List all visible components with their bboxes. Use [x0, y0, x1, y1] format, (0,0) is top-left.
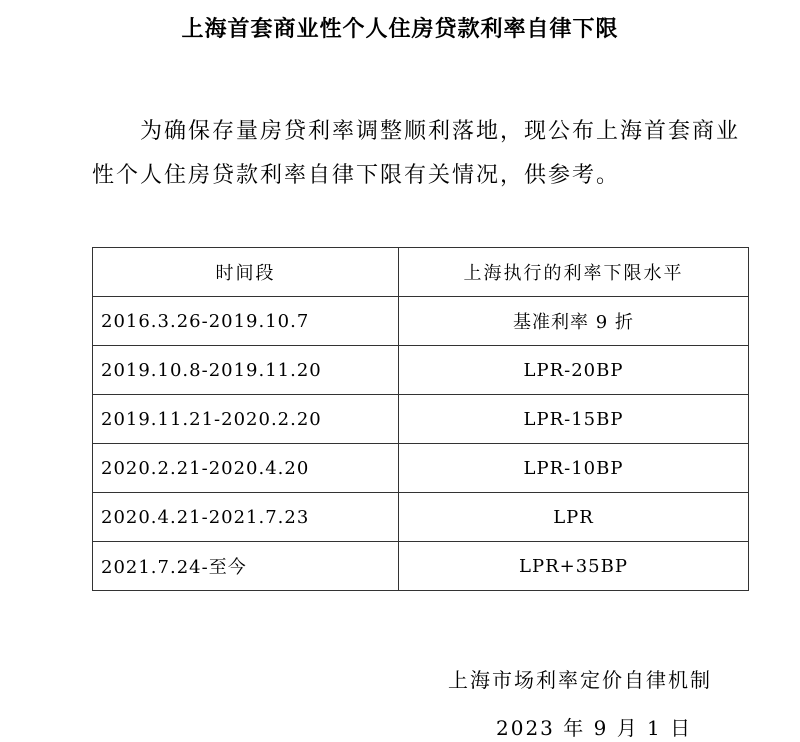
period-cell: 2019.10.8-2019.11.20 [93, 346, 399, 395]
column-header-rate: 上海执行的利率下限水平 [399, 248, 749, 297]
rate-cell: LPR+35BP [399, 542, 749, 591]
table-row [93, 493, 749, 542]
rate-cell: LPR [399, 493, 749, 542]
table-row [93, 395, 749, 444]
period-cell: 2021.7.24-至今 [93, 542, 399, 591]
table-row [93, 444, 749, 493]
issue-date: 2023 年 9 月 1 日 [496, 716, 693, 740]
period-cell: 2020.4.21-2021.7.23 [93, 493, 399, 542]
column-header-period: 时间段 [93, 248, 399, 297]
table-row [93, 297, 749, 346]
rate-cell: LPR-15BP [399, 395, 749, 444]
table-row [93, 542, 749, 591]
rate-cell: LPR-20BP [399, 346, 749, 395]
intro-paragraph: 为确保存量房贷利率调整顺利落地，现公布上海首套商业性个人住房贷款利率自律下限有关情况，供参考。 [92, 119, 741, 188]
period-cell: 2020.2.21-2020.4.20 [93, 444, 399, 493]
page-title: 上海首套商业性个人住房贷款利率自律下限 [181, 17, 619, 42]
table-row [93, 346, 749, 395]
issuer-signature: 上海市场利率定价自律机制 [448, 668, 712, 692]
rate-cell: LPR-10BP [399, 444, 749, 493]
table-header-row [93, 248, 749, 297]
rate-table [92, 247, 749, 591]
rate-cell: 基准利率 9 折 [399, 297, 749, 346]
period-cell: 2019.11.21-2020.2.20 [93, 395, 399, 444]
period-cell: 2016.3.26-2019.10.7 [93, 297, 399, 346]
